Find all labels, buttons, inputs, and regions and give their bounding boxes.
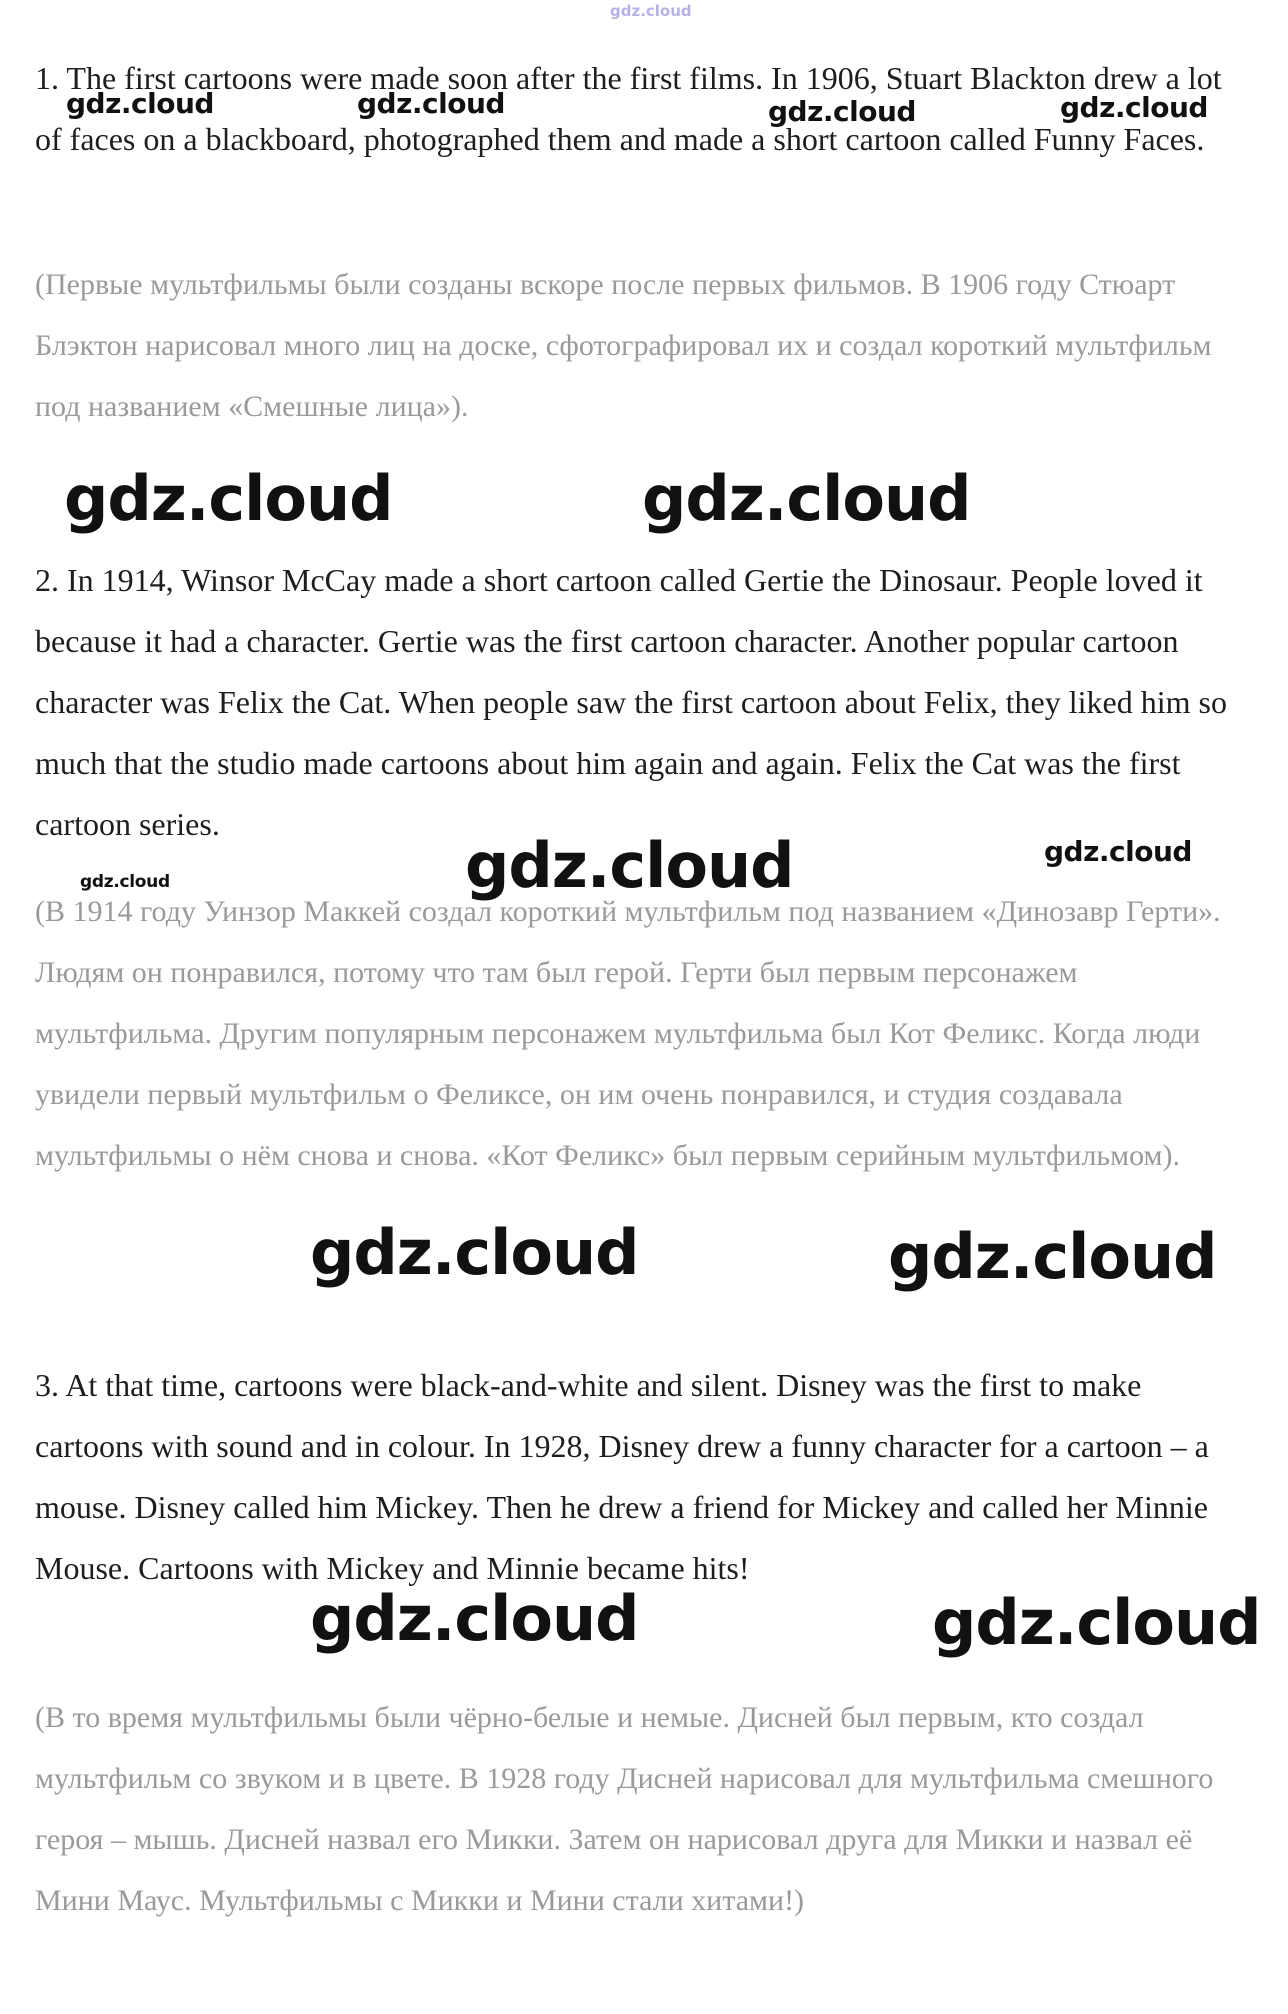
watermark: gdz.cloud <box>888 1220 1217 1293</box>
watermark: gdz.cloud <box>1060 91 1208 124</box>
watermark: gdz.cloud <box>66 87 214 120</box>
watermark: gdz.cloud <box>642 462 971 535</box>
paragraph-1-english: 1. The first cartoons were made soon after the first films. In 1906, Stuart Blackton drew a lot of faces on a blackboard, photographed them and made a short cartoon called Funny Faces. <box>35 60 1222 157</box>
paragraph-2-russian: (В 1914 году Уинзор Маккей создал короткий мультфильм под названием «Динозавр Герти». Людям он понравился, потому что там был герой. Герти был первым персонажем мультфильма. Другим популярным персонажем мультфильма был Кот Феликс. Когда люди увидели первый мультфильм о Феликсе, он им очень понравился, и студия создавала мультфильмы о нём снова и снова. «Кот Феликс» был первым серийным мультфильмом). <box>35 895 1221 1172</box>
header-watermark: gdz.cloud <box>610 2 692 20</box>
watermark: gdz.cloud <box>357 87 505 120</box>
watermark: gdz.cloud <box>80 872 170 892</box>
watermark: gdz.cloud <box>310 1582 639 1655</box>
watermark: gdz.cloud <box>1044 835 1192 868</box>
watermark: gdz.cloud <box>465 829 794 902</box>
watermark: gdz.cloud <box>310 1216 639 1289</box>
paragraph-3-russian: (В то время мультфильмы были чёрно-белые и немые. Дисней был первым, кто создал мультфильм со звуком и в цвете. В 1928 году Дисней нарисовал для мультфильма смешного героя – мышь. Дисней назвал его Микки. Затем он нарисовал друга для Микки и назвал её Мини Маус. Мультфильмы с Микки и Мини стали хитами!) <box>35 1701 1214 1917</box>
paragraph-3-english: 3. At that time, cartoons were black-and-white and silent. Disney was the first to make cartoons with sound and in colour. In 1928, Disney drew a funny character for a cartoon – a mouse. Disney called him Mickey. Then he drew a friend for Mickey and called her Minnie Mouse. Cartoons with Mickey and Minnie became hits! <box>35 1367 1209 1586</box>
watermark: gdz.cloud <box>768 95 916 128</box>
paragraph-1-russian: (Первые мультфильмы были созданы вскоре после первых фильмов. В 1906 году Стюарт Блэктон нарисовал много лиц на доске, сфотографировал их и создал короткий мультфильм под названием «Смешные лица»). <box>35 268 1212 423</box>
watermark: gdz.cloud <box>932 1586 1261 1659</box>
paragraph-2-english: 2. In 1914, Winsor McCay made a short cartoon called Gertie the Dinosaur. People loved it because it had a character. Gertie was the first cartoon character. Another popular cartoon character was Felix the Cat. When people saw the first cartoon about Felix, they liked him so much that the studio made cartoons about him again and again. Felix the Cat was the first cartoon series. <box>35 562 1227 842</box>
watermark: gdz.cloud <box>64 462 393 535</box>
